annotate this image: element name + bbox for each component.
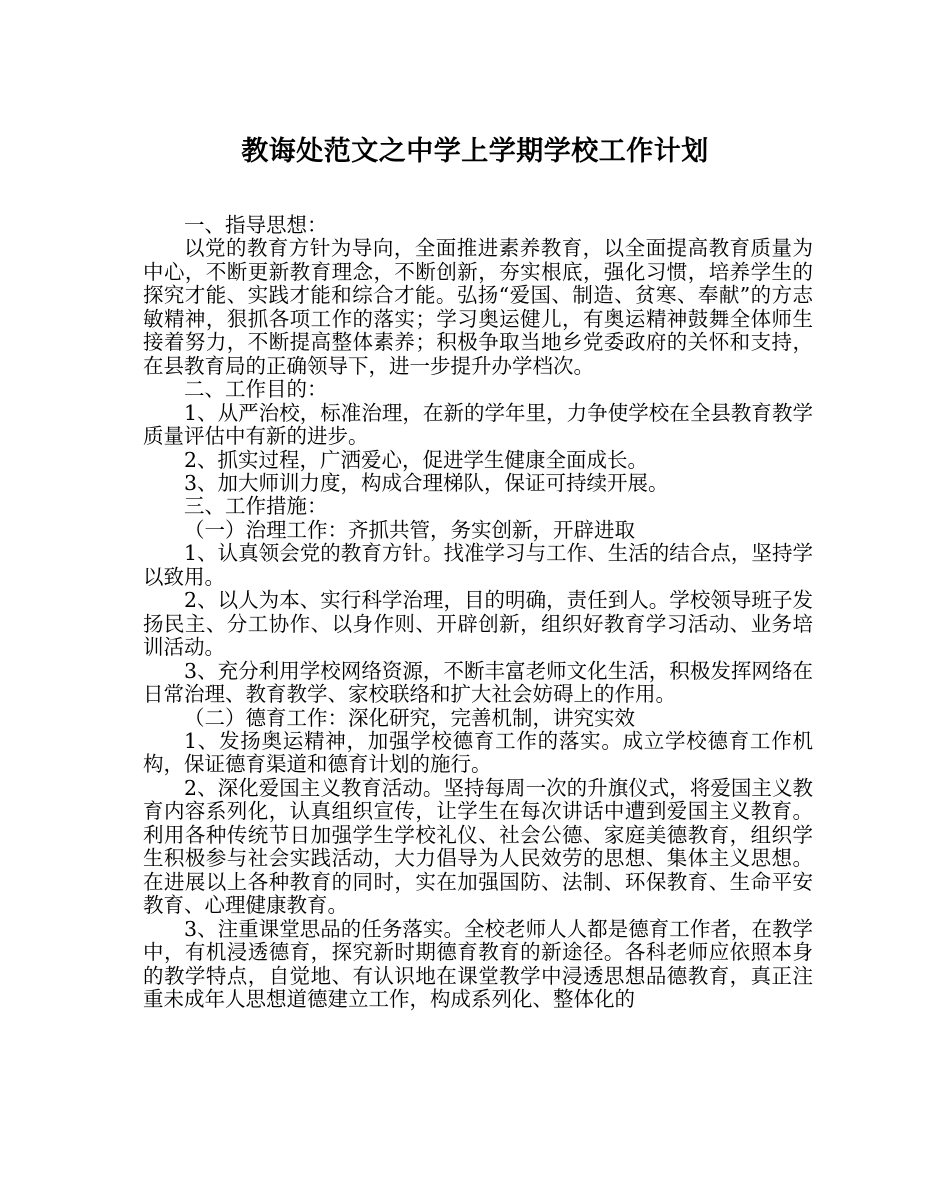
management-item-3: 3、充分利用学校网络资源，不断丰富老师文化生活，积极发挥网络在日常治理、教育教学、家校联络和扩大社会妨碍上的作用。 <box>143 658 813 707</box>
document-body <box>143 214 813 1011</box>
management-item-1: 1、认真领会党的教育方针。找准学习与工作、生活的结合点，坚持学以致用。 <box>143 541 813 589</box>
goal-item-2: 2、抓实过程，广洒爱心，促进学生健康全面成长。 <box>184 447 649 472</box>
subsection-heading-management: （一）治理工作：齐抓共管，务实创新，开辟进取 <box>184 517 635 542</box>
section-heading-work-goals: 二、工作目的： <box>184 377 328 402</box>
goal-item-3: 3、加大师训力度，构成合理梯队，保证可持续开展。 <box>184 470 669 495</box>
document-title: 教诲处范文之中学上学期学校工作计划 <box>241 136 709 167</box>
subsection-heading-moral-education: （二）德育工作：深化研究，完善机制，讲究实效 <box>184 705 635 730</box>
management-item-2: 2、以人为本、实行科学治理，目的明确，责任到人。学校领导班子发扬民主、分工协作、以身作则、开辟创新，组织好教育学习活动、业务培训活动。 <box>143 588 813 660</box>
section-heading-guiding-ideology: 一、指导思想： <box>184 213 328 237</box>
paragraph-guiding-ideology: 以党的教育方针为导向，全面推进素养教育，以全面提高教育质量为中心，不断更新教育理念，不断创新，夯实根底，强化习惯，培养学生的探究才能、实践才能和综合才能。弘扬“爱国、制造、贫寒、奉献”的方志敏精神，狠抓各项工作的落实；学习奥运健儿，有奥运精神鼓舞全体师生接着努力，不断提高整体素养；积极争取当地乡党委政府的关怀和支持，在县教育局的正确领导下，进一步提升办学档次。 <box>143 236 813 378</box>
moral-education-item-1: 1、发扬奥运精神，加强学校德育工作的落实。成立学校德育工作机构，保证德育渠道和德育计划的施行。 <box>143 728 813 777</box>
section-heading-work-measures: 三、工作措施： <box>184 494 328 519</box>
goal-item-1: 1、从严治校，标准治理，在新的学年里，力争使学校在全县教育教学质量评估中有新的进步。 <box>143 400 813 449</box>
moral-education-item-2: 2、深化爱国主义教育活动。坚持每周一次的升旗仪式，将爱国主义教育内容系列化，认真组织宣传，让学生在每次讲话中遭到爱国主义教育。利用各种传统节日加强学生学校礼仪、社会公德、家庭美德教育，组织学生积极参与社会实践活动，大力倡导为人民效劳的思想、集体主义思想。在进展以上各种教育的同时，实在加强国防、法制、环保教育、生命平安教育、心理健康教育。 <box>143 775 813 918</box>
moral-education-item-3: 3、注重课堂思品的任务落实。全校老师人人都是德育工作者，在教学中，有机浸透德育，探究新时期德育教育的新途径。各科老师应依照本身的教学特点，自觉地、有认识地在课堂教学中浸透思想品德教育，真正注重未成年人思想道德建立工作，构成系列化、整体化的 <box>143 916 813 1011</box>
